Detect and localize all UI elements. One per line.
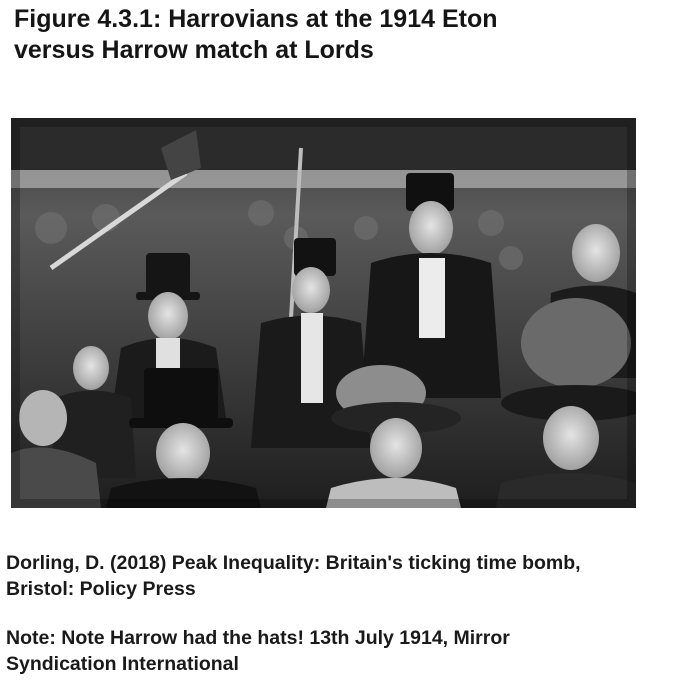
figure-title-line-2: versus Harrow match at Lords: [14, 36, 374, 64]
citation-line-1: Dorling, D. (2018) Peak Inequality: Britain's ticking time bomb,: [6, 552, 581, 574]
source-citation: [6, 550, 670, 602]
note-line-2: Syndication International: [6, 653, 239, 675]
note-line-1: Note: Note Harrow had the hats! 13th July 1914, Mirror: [6, 627, 510, 649]
crowd-photograph: [11, 118, 636, 508]
photo-note: [6, 625, 670, 677]
figure-title-line-1: Figure 4.3.1: Harrovians at the 1914 Eton: [14, 5, 498, 33]
figure-title: [14, 4, 664, 66]
citation-line-2: Bristol: Policy Press: [6, 578, 196, 600]
